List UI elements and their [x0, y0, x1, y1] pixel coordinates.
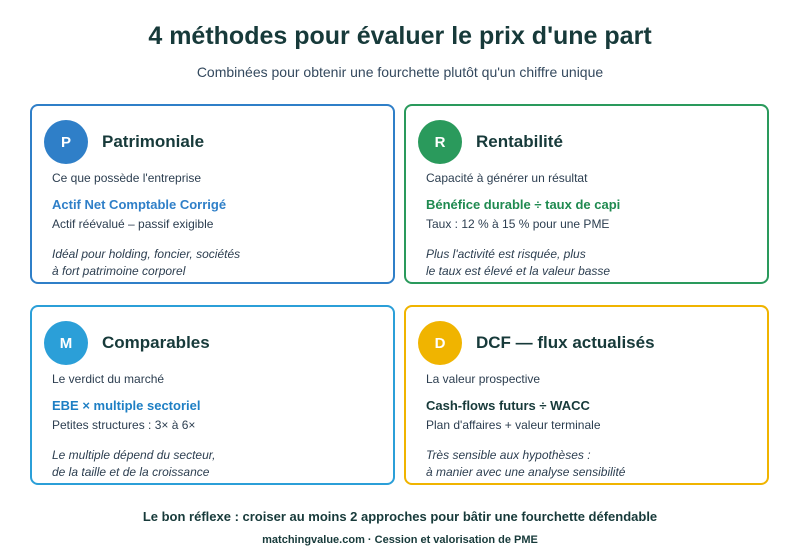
- card-header: [44, 321, 210, 365]
- card-description: Ce que possède l'entreprise: [52, 171, 202, 185]
- method-card-rentabilite: [404, 104, 769, 284]
- card-note: [52, 246, 240, 280]
- card-detail: Taux : 12 % à 15 % pour une PME: [426, 217, 610, 231]
- card-title: DCF — flux actualisés: [476, 333, 655, 352]
- card-title: Patrimoniale: [102, 132, 205, 151]
- card-header: [418, 321, 655, 365]
- method-card-comparables: [30, 305, 395, 485]
- card-note: [426, 246, 610, 280]
- card-note: [426, 447, 625, 481]
- card-note: [52, 447, 215, 481]
- card-detail: Actif réévalué – passif exigible: [52, 217, 214, 231]
- card-note-line: Plus l'activité est risquée, plus: [426, 247, 586, 261]
- card-detail: Plan d'affaires + valeur terminale: [426, 418, 601, 432]
- card-header: [418, 120, 563, 164]
- card-note-line: Très sensible aux hypothèses :: [426, 448, 591, 462]
- card-note-line: le taux est élevé et la valeur basse: [426, 264, 611, 278]
- method-badge: D: [418, 321, 462, 365]
- card-formula: EBE × multiple sectoriel: [52, 398, 201, 413]
- page-subtitle: Combinées pour obtenir une fourchette plutôt qu'un chiffre unique: [196, 64, 604, 80]
- card-formula: Actif Net Comptable Corrigé: [52, 197, 227, 212]
- card-header: [44, 120, 204, 164]
- method-badge: M: [44, 321, 88, 365]
- card-detail: Petites structures : 3× à 6×: [52, 418, 196, 432]
- card-note-line: à manier avec une analyse sensibilité: [426, 465, 626, 479]
- card-note-line: Idéal pour holding, foncier, sociétés: [52, 247, 241, 261]
- method-badge: P: [44, 120, 88, 164]
- card-description: La valeur prospective: [426, 372, 541, 386]
- method-card-patrimoniale: [30, 104, 395, 284]
- card-description: Capacité à générer un résultat: [426, 171, 588, 185]
- takeaway-text: Le bon réflexe : croiser au moins 2 approches pour bâtir une fourchette défendable: [142, 509, 658, 524]
- card-note-line: Le multiple dépend du secteur,: [52, 448, 216, 462]
- card-description: Le verdict du marché: [52, 372, 165, 386]
- card-formula: Bénéfice durable ÷ taux de capi: [426, 197, 621, 212]
- card-formula: Cash-flows futurs ÷ WACC: [426, 398, 590, 413]
- card-title: Comparables: [102, 333, 210, 352]
- method-card-dcf: [404, 305, 769, 485]
- source-credit: matchingvalue.com · Cession et valorisation de PME: [262, 534, 538, 546]
- method-badge: R: [418, 120, 462, 164]
- card-note-line: à fort patrimoine corporel: [52, 264, 186, 278]
- card-note-line: de la taille et de la croissance: [52, 465, 210, 479]
- page-title: 4 méthodes pour évaluer le prix d'une part: [148, 22, 652, 50]
- card-title: Rentabilité: [476, 132, 563, 151]
